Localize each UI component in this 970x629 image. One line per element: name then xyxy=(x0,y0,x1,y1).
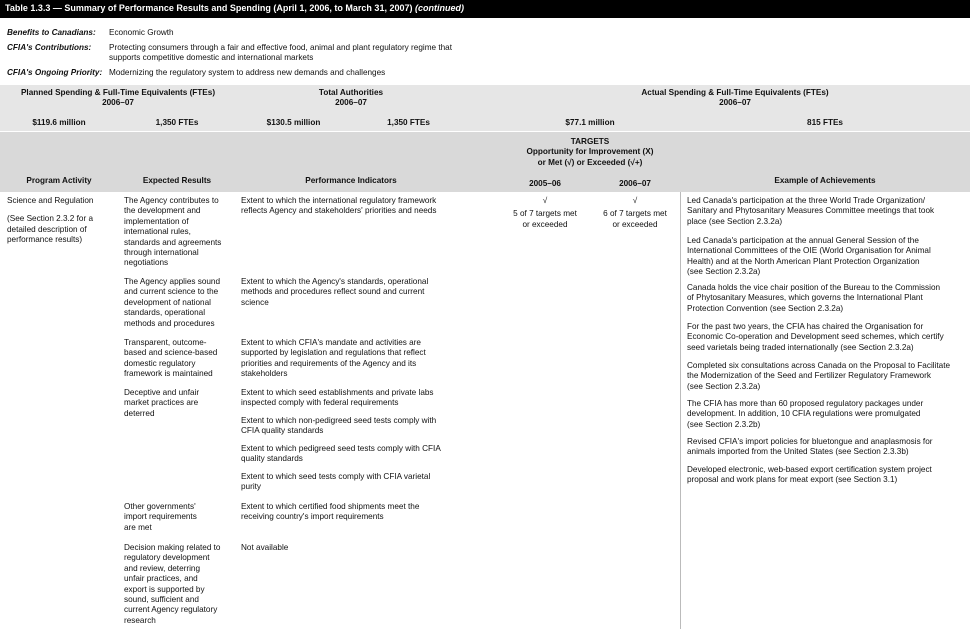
text-line: Led Canada's participation at the annual General Session of the xyxy=(687,236,919,245)
achievements-divider xyxy=(680,192,681,629)
col-achievements: Example of Achievements xyxy=(774,176,876,185)
achievement-3 xyxy=(687,283,967,314)
text-line: development of national xyxy=(124,297,211,307)
text-line: and current science to the xyxy=(124,287,219,297)
achievement-7 xyxy=(687,437,967,458)
actual-header xyxy=(500,88,970,109)
targets-header xyxy=(500,137,680,168)
planned-header xyxy=(0,88,236,109)
col-performance-indicators: Performance Indicators xyxy=(305,176,397,185)
text-line: research xyxy=(124,615,156,625)
text-line: Other governments' xyxy=(124,502,196,511)
text-line: International Committees of the OIE (World Organisation for Animal xyxy=(687,246,931,256)
text-line: For the past two years, the CFIA has chaired the Organisation for xyxy=(687,322,924,331)
table-title: Table 1.3.3 — Summary of Performance Results and Spending (April 1, 2006, to March 31, 2007) xyxy=(5,3,413,13)
text-line: Canada holds the vice chair position of the Bureau to the Commission xyxy=(687,283,941,292)
text-line: Extent to which CFIA's mandate and activities are xyxy=(241,338,421,347)
year2-value xyxy=(590,196,680,230)
text-line: receiving country's import requirements xyxy=(241,512,384,522)
text-line: Completed six consultations across Canada on the Proposal to Facilitate xyxy=(687,361,951,370)
expected-result-6 xyxy=(124,543,234,626)
text-line: inspected comply with federal requirements xyxy=(241,398,399,408)
text-line: Economic Co-operation and Development seed schemes, which certify xyxy=(687,332,944,342)
year1-check-mark: √ xyxy=(542,196,548,205)
text-line: (see Section 2.3.2b) xyxy=(687,419,761,429)
planned-header-line2: 2006–07 xyxy=(102,98,134,108)
text-line: (see Section 2.3.2a) xyxy=(687,381,761,391)
text-line: animals imported from the United States (see Section 2.3.3b) xyxy=(687,447,909,457)
program-activity-name: Science and Regulation xyxy=(7,196,94,205)
contributions-value-line2: supports competitive domestic and international markets xyxy=(109,53,314,62)
text-line: Decision making related to xyxy=(124,543,221,552)
text-line: The Agency contributes to xyxy=(124,196,219,205)
planned-amount: $119.6 million xyxy=(32,118,86,127)
text-line: CFIA quality standards xyxy=(241,426,324,436)
achievement-8 xyxy=(687,465,967,486)
contributions-value-line1: Protecting consumers through a fair and effective food, animal and plant regulatory regime that xyxy=(109,43,453,52)
text-line: priorities and requirements of the Agency and its xyxy=(241,358,417,368)
targets-line3: or Met (√) or Exceeded (√+) xyxy=(537,157,643,167)
indicator-5 xyxy=(241,416,466,437)
indicator-1 xyxy=(241,196,466,217)
text-line: the development and xyxy=(124,206,201,216)
text-line: domestic regulatory xyxy=(124,358,196,368)
text-line: market practices are xyxy=(124,398,199,408)
text-line: Deceptive and unfair xyxy=(124,388,200,397)
text-line: of Phytosanitary Measures, which governs the International Plant xyxy=(687,293,923,303)
text-line: Revised CFIA's import policies for bluetongue and anaplasmosis for xyxy=(687,437,933,446)
targets-line1: TARGETS xyxy=(570,137,610,146)
table-title-bar xyxy=(0,0,970,18)
year2-text-line1: 6 of 7 targets met xyxy=(603,209,667,219)
actual-amount: $77.1 million xyxy=(565,118,615,127)
indicator-2 xyxy=(241,277,466,308)
year2-check-mark: √ xyxy=(632,196,638,205)
total-header xyxy=(236,88,466,109)
text-line: framework is maintained xyxy=(124,369,213,379)
benefits-label: Benefits to Canadians: xyxy=(7,28,96,37)
achievement-5 xyxy=(687,361,967,392)
text-line: international rules, xyxy=(124,227,191,237)
expected-result-3 xyxy=(124,338,234,380)
expected-result-5 xyxy=(124,502,234,533)
year1-text-line2: or exceeded xyxy=(522,219,568,229)
indicator-3 xyxy=(241,338,466,380)
text-line: Extent to which non-pedigreed seed tests comply with xyxy=(241,416,437,425)
text-line: The Agency applies sound xyxy=(124,277,221,286)
text-line: sound, sufficient and xyxy=(124,595,199,605)
text-line: standards and agreements xyxy=(124,237,222,247)
total-ftes: 1,350 FTEs xyxy=(387,118,430,127)
text-line: through international xyxy=(124,248,199,258)
program-ref-line3: performance results) xyxy=(7,235,83,245)
text-line: Led Canada's participation at the three World Trade Organization/ xyxy=(687,196,926,205)
total-amount: $130.5 million xyxy=(266,118,321,127)
col-program-activity: Program Activity xyxy=(26,176,92,185)
table-title-suffix: (continued) xyxy=(414,3,464,13)
achievement-6 xyxy=(687,399,967,430)
program-ref-line2: detailed description of xyxy=(7,224,87,234)
text-line: import requirements xyxy=(124,512,197,522)
expected-result-1 xyxy=(124,196,234,269)
text-line: Developed electronic, web-based export certification system project xyxy=(687,465,932,474)
priority-value: Modernizing the regulatory system to address new demands and challenges xyxy=(109,68,386,77)
benefits-value: Economic Growth xyxy=(109,28,174,37)
col-year-2006-07: 2006–07 xyxy=(619,179,651,188)
text-line: reflects Agency and stakeholders' priorities and needs xyxy=(241,206,437,216)
text-line: stakeholders xyxy=(241,369,288,379)
text-line: methods and procedures reflect sound and current xyxy=(241,287,425,297)
text-line: science xyxy=(241,297,269,307)
actual-header-line1: Actual Spending & Full-Time Equivalents (FTEs) xyxy=(641,88,829,97)
indicator-6 xyxy=(241,444,466,465)
text-line: Extent to which the international regulatory framework xyxy=(241,196,437,205)
text-line: Health) and at the North American Plant Protection Organization xyxy=(687,256,920,266)
contributions-label: CFIA's Contributions: xyxy=(7,43,92,52)
actual-header-line2: 2006–07 xyxy=(719,98,751,108)
indicator-8 xyxy=(241,502,466,523)
expected-result-2 xyxy=(124,277,234,329)
col-expected-results: Expected Results xyxy=(142,176,212,185)
text-line: seed varietals being traded internationally (see Section 2.3.2a) xyxy=(687,342,914,352)
indicator-4 xyxy=(241,388,466,409)
text-line: supported by legislation and regulations that reflect xyxy=(241,348,426,358)
year1-text-line1: 5 of 7 targets met xyxy=(513,209,577,219)
text-line: standards, operational xyxy=(124,308,206,318)
priority-label: CFIA's Ongoing Priority: xyxy=(7,68,103,77)
text-line: Transparent, outcome- xyxy=(124,338,207,347)
text-line: quality standards xyxy=(241,454,303,464)
text-line: unfair practices, and xyxy=(124,574,198,584)
text-line: Not available xyxy=(241,543,289,552)
year1-value xyxy=(500,196,590,230)
program-ref-line1: (See Section 2.3.2 for a xyxy=(7,214,94,224)
text-line: methods and procedures xyxy=(124,318,215,328)
total-header-line2: 2006–07 xyxy=(335,98,367,108)
achievement-2 xyxy=(687,236,967,278)
text-line: and review, deterring xyxy=(124,563,201,573)
text-line: implementation of xyxy=(124,216,189,226)
total-header-line1: Total Authorities xyxy=(318,88,384,97)
text-line: negotiations xyxy=(124,258,169,268)
planned-ftes: 1,350 FTEs xyxy=(155,118,199,127)
text-line: purity xyxy=(241,482,262,492)
text-line: Extent to which pedigreed seed tests comply with CFIA xyxy=(241,444,441,453)
text-line: Extent to which seed establishments and private labs xyxy=(241,388,434,397)
text-line: based and science-based xyxy=(124,348,218,358)
text-line: (see Section 2.3.2a) xyxy=(687,267,761,277)
program-activity-cell xyxy=(7,196,115,246)
text-line: place (see Section 2.3.2a) xyxy=(687,216,783,226)
text-line: Protection Convention (see Section 2.3.2a) xyxy=(687,303,844,313)
text-line: regulatory development xyxy=(124,553,210,563)
achievement-4 xyxy=(687,322,967,353)
achievement-1 xyxy=(687,196,967,227)
text-line: current Agency regulatory xyxy=(124,605,218,615)
text-line: Extent to which the Agency's standards, operational xyxy=(241,277,429,286)
text-line: proposal and work plans for meat export (see Section 3.1) xyxy=(687,475,898,485)
text-line: deterred xyxy=(124,408,155,418)
actual-ftes: 815 FTEs xyxy=(807,118,843,127)
year2-text-line2: or exceeded xyxy=(612,219,658,229)
text-line: Extent to which certified food shipments meet the xyxy=(241,502,420,511)
text-line: The CFIA has more than 60 proposed regulatory packages under xyxy=(687,399,924,408)
targets-line2: Opportunity for Improvement (X) xyxy=(526,147,654,157)
planned-header-line1: Planned Spending & Full-Time Equivalents (FTEs) xyxy=(20,88,216,97)
indicator-9 xyxy=(241,543,466,553)
col-year-2005-06: 2005–06 xyxy=(529,179,561,188)
text-line: Sanitary and Phytosanitary Measures Committee meetings that took xyxy=(687,206,935,216)
text-line: the Modernization of the Seed and Fertilizer Regulatory Framework xyxy=(687,371,931,381)
expected-result-4 xyxy=(124,388,234,419)
text-line: development. In addition, 10 CFIA regulations were promulgated xyxy=(687,409,921,419)
text-line: Extent to which seed tests comply with CFIA varietal xyxy=(241,472,431,481)
text-line: export is supported by xyxy=(124,584,205,594)
indicator-7 xyxy=(241,472,466,493)
text-line: are met xyxy=(124,522,152,532)
